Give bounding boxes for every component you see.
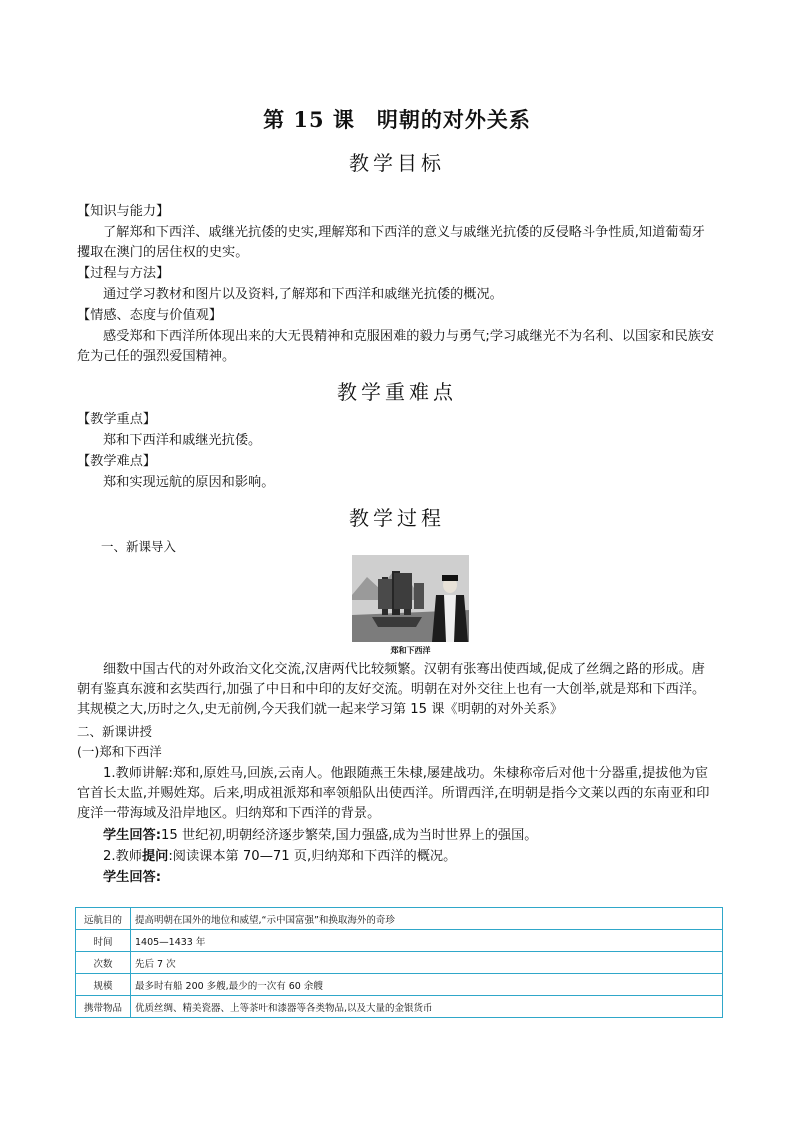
difficulty-text: 郑和实现远航的原因和影响。 — [103, 475, 275, 490]
lesson-topic: 明朝的对外关系 — [376, 107, 531, 132]
voyage-summary-table — [75, 907, 723, 1018]
item2-emphasis: 提问 — [141, 849, 169, 864]
table-row-label: 次数 — [76, 952, 131, 974]
sub-heading-zheng-he: (一)郑和下西洋 — [77, 744, 162, 759]
table-row-label: 规模 — [76, 974, 131, 996]
emotion-label: 【情感、态度与价值观】 — [77, 308, 223, 323]
ship-illustration — [352, 555, 469, 642]
focus-text: 郑和下西洋和戚继光抗倭。 — [103, 433, 262, 448]
process-method-text: 通过学习教材和图片以及资料,了解郑和下西洋和戚继光抗倭的概况。 — [103, 287, 503, 302]
heading-process: 教学过程 — [349, 506, 445, 530]
table-row-label: 远航目的 — [76, 908, 131, 930]
focus-label: 【教学重点】 — [77, 412, 157, 427]
table-row — [76, 996, 723, 1018]
table-row-value: 优质丝绸、精美瓷器、上等茶叶和漆器等各类物品,以及大量的金银货币 — [131, 996, 723, 1018]
answer2 — [77, 868, 717, 888]
heading-goals: 教学目标 — [349, 151, 445, 175]
table-row-value: 提高明朝在国外的地位和威望,“示中国富强”和换取海外的奇珍 — [131, 908, 723, 930]
heading-key-points: 教学重难点 — [337, 380, 457, 404]
difficulty-label: 【教学难点】 — [77, 454, 157, 469]
table-row — [76, 908, 723, 930]
table-row — [76, 952, 723, 974]
figure-caption: 郑和下西洋 — [390, 646, 431, 655]
zheng-he-voyage-image — [352, 555, 469, 642]
knowledge-text: 了解郑和下西洋、戚继光抗倭的史实,理解郑和下西洋的意义与戚继光抗倭的反侵略斗争性质,知道葡萄牙攫取在澳门的居住权的史实。 — [77, 225, 705, 260]
item2-text: :阅读课本第 70—71 页,归纳郑和下西洋的概况。 — [168, 849, 457, 864]
item2 — [77, 847, 717, 867]
answer1-text: 15 世纪初,明朝经济逐步繁荣,国力强盛,成为当时世界上的强国。 — [161, 828, 538, 843]
answer1-label: 学生回答: — [103, 828, 162, 843]
new-lesson-heading: 二、新课讲授 — [77, 724, 153, 739]
knowledge-label: 【知识与能力】 — [77, 204, 170, 219]
intro-text: 细数中国古代的对外政治文化交流,汉唐两代比较频繁。汉朝有张骞出使西域,促成了丝绸之路的形成。唐朝有鉴真东渡和玄奘西行,加强了中日和中印的友好交流。明朝在对外交往上也有一大创举,就是郑和下西洋。其规模之大,历时之久,史无前例,今天我们就一起来学习第 15 课《明朝的对外关系》 — [77, 662, 706, 717]
table-row — [76, 974, 723, 996]
lesson-title — [0, 104, 794, 134]
process-method-label: 【过程与方法】 — [77, 266, 170, 281]
table-row-value: 先后 7 次 — [131, 952, 723, 974]
intro-heading: 一、新课导入 — [101, 539, 177, 554]
item2-prefix: 2.教师 — [103, 849, 142, 864]
item1-text: 1.教师讲解:郑和,原姓马,回族,云南人。他跟随燕王朱棣,屡建战功。朱棣称帝后对他十分器重,提拔他为宦官首长太监,并赐姓郑。后来,明成祖派郑和率领船队出使西洋。所谓西洋,在明朝是指今文莱以西的东南亚和印度洋一带海域及沿岸地区。归纳郑和下西洋的背景。 — [77, 766, 710, 821]
emotion-text: 感受郑和下西洋所体现出来的大无畏精神和克服困难的毅力与勇气;学习戚继光不为名利、以国家和民族安危为己任的强烈爱国精神。 — [77, 329, 715, 364]
answer2-label: 学生回答: — [103, 870, 162, 885]
table-row-value: 1405—1433 年 — [131, 930, 723, 952]
lesson-number: 第 15 课 — [263, 107, 355, 132]
table-row — [76, 930, 723, 952]
table-row-label: 携带物品 — [76, 996, 131, 1018]
table-row-value: 最多时有船 200 多艘,最少的一次有 60 余艘 — [131, 974, 723, 996]
answer1 — [77, 826, 717, 846]
table-row-label: 时间 — [76, 930, 131, 952]
